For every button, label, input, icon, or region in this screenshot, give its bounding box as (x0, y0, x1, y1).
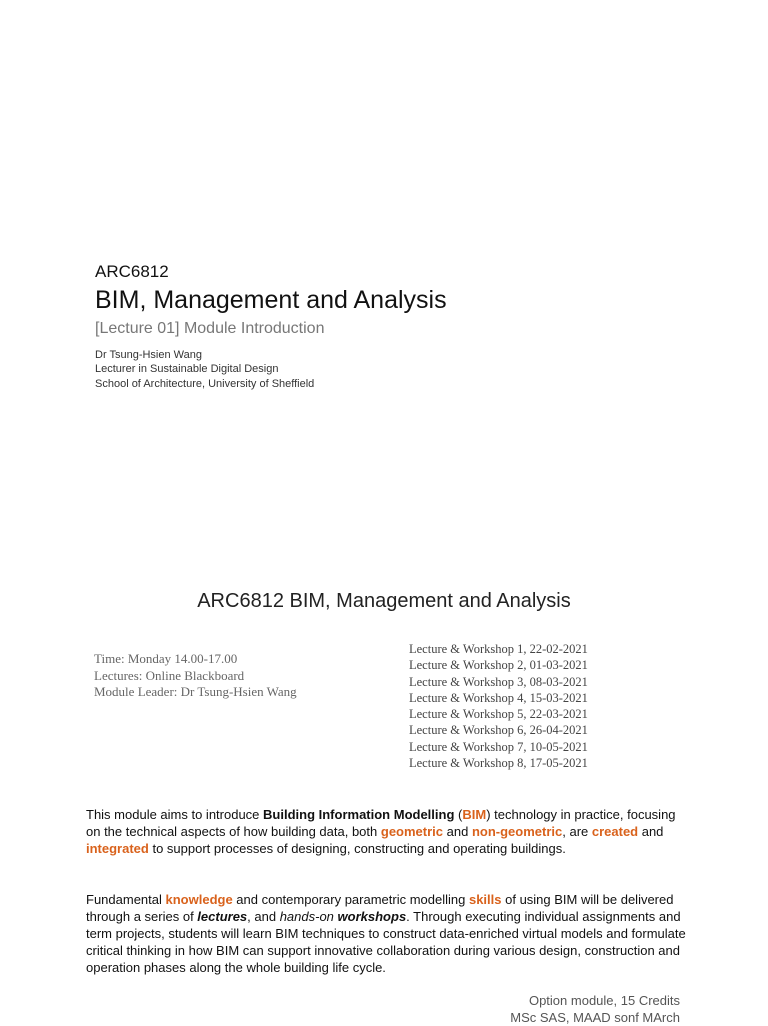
slide-title: ARC6812 BIM, Management and Analysis (197, 590, 571, 612)
module-info (94, 651, 297, 701)
course-code: ARC6812 (95, 262, 169, 281)
author-school: School of Architecture, University of Sheffield (95, 378, 315, 390)
module-lectures: Lectures: Online Blackboard (94, 667, 245, 683)
schedule-item: Lecture & Workshop 6, 26-04-2021 (409, 723, 588, 738)
schedule-item: Lecture & Workshop 3, 08-03-2021 (409, 674, 588, 689)
bold-term: lectures (197, 909, 248, 924)
highlight-term: BIM (462, 807, 487, 822)
highlight-term: skills (468, 892, 502, 907)
highlight-term: created (591, 824, 639, 839)
highlight-term: geometric (380, 824, 444, 839)
text: and contemporary parametric modelling (232, 892, 469, 907)
credits-note (510, 992, 680, 1026)
bold-term: workshops (337, 909, 407, 924)
lecture-title: [Lecture 01] Module Introduction (95, 320, 325, 337)
text: and (638, 824, 664, 839)
text: Fundamental (86, 892, 166, 907)
schedule-item: Lecture & Workshop 2, 01-03-2021 (409, 658, 588, 673)
text: of using BIM will be delivered through a series of (86, 892, 674, 924)
text: . Through executing individual assignments and term projects, students will learn BIM techniques to construct data-enriched virtual models and formulate critical thinking in how BIM can support innovative collaboration during various design, construction and operation phases along the whole building life cycle. (86, 909, 686, 975)
schedule-item: Lecture & Workshop 7, 10-05-2021 (409, 739, 588, 754)
schedule-item: Lecture & Workshop 4, 15-03-2021 (409, 690, 588, 705)
text: to support processes of designing, constructing and operating buildings. (148, 841, 566, 856)
author-role: Lecturer in Sustainable Digital Design (95, 363, 279, 375)
highlight-term: non-geometric (471, 824, 563, 839)
text: ( (454, 807, 463, 822)
intro-paragraph (86, 806, 686, 857)
text: This module aims to introduce (86, 807, 264, 822)
bold-term: Building Information Modelling (263, 807, 455, 822)
schedule-list (409, 641, 588, 771)
italic-term: hands-on (279, 909, 334, 924)
highlight-term: knowledge (165, 892, 233, 907)
module-leader: Module Leader: Dr Tsung-Hsien Wang (94, 684, 297, 699)
text: , and (247, 909, 280, 924)
description-paragraph (86, 891, 686, 976)
programme-line: MSc SAS, MAAD sonf MArch (510, 1010, 680, 1025)
schedule-item: Lecture & Workshop 8, 17-05-2021 (409, 756, 588, 771)
schedule-item: Lecture & Workshop 1, 22-02-2021 (409, 642, 588, 656)
text: , are (562, 824, 592, 839)
text: and (443, 824, 472, 839)
schedule-item: Lecture & Workshop 5, 22-03-2021 (409, 707, 588, 722)
course-title: BIM, Management and Analysis (95, 286, 447, 314)
module-time: Time: Monday 14.00-17.00 (94, 651, 238, 666)
credits-line: Option module, 15 Credits (528, 993, 680, 1008)
highlight-term: integrated (86, 841, 149, 856)
author-name: Dr Tsung-Hsien Wang (95, 349, 202, 361)
text: ) technology in practice, focusing on the technical aspects of how building data, both (86, 807, 676, 839)
